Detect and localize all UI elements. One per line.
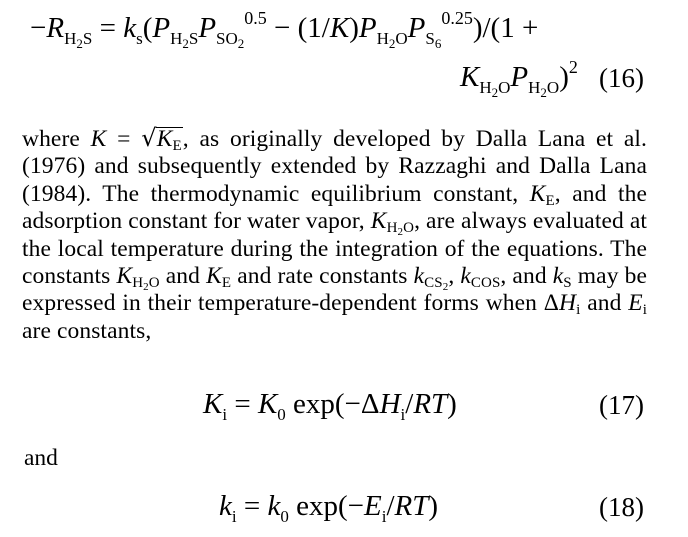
pressure-symbol: P — [358, 12, 377, 44]
minus-sign: − — [30, 12, 47, 44]
symbol-KH2O: K — [370, 208, 387, 235]
connector-word: and — [24, 445, 58, 471]
symbol-kCS2: k — [413, 263, 425, 290]
body-paragraph: where $K = √K_E$, as originally developed by Dalla Lana et al. (1976) and subsequently extended by Razzaghi and Dalla Lana (1984). The thermodynamic equilibrium constant, $K_E$, and the adsorption constant for water vapor, $K_{H_2O}$, are always evaluated at the local temperature during the integration of the equations. The constants $K_{H_2O}$ and $K_E$ and rate constants $k_{CS_2}$, $k_{COS}$, and $k_S$ may be expressed in their temperature-dependent forms when $\Delta H_i$ and $E_i$ are constants, — [22, 124, 648, 344]
exponent: 2 — [568, 57, 578, 77]
subscript: S6 — [425, 29, 442, 51]
symbol-kCOS: k — [460, 263, 471, 290]
adsorption-constant-symbol: K — [460, 61, 480, 93]
subscript: H2O — [479, 78, 511, 100]
equation-number-17: (17) — [599, 390, 644, 420]
sqrt-symbol: √ — [141, 124, 157, 152]
pressure-symbol: P — [152, 12, 171, 44]
symbol-Hi: H — [559, 290, 577, 317]
subscript: H2S — [170, 29, 199, 51]
equilibrium-symbol: K — [329, 12, 350, 44]
rate-symbol: R — [46, 12, 65, 44]
pressure-symbol: P — [198, 12, 217, 44]
equation-18: $k_i = k_0$ $\exp(-E_i/RT)$ — [219, 490, 439, 526]
symbol-Ei: E — [628, 290, 643, 317]
subscript: SO2 — [216, 29, 245, 51]
sqrt-radicand: $K_E$ — [156, 126, 182, 154]
equals-sign: = — [99, 12, 116, 44]
symbol-KE: K — [529, 180, 546, 207]
symbol-KE: K — [206, 263, 222, 290]
subscript: H2O — [376, 29, 408, 51]
equation-17: $K_i = K_0$ $\exp(-\Delta H_i/RT)$ — [203, 388, 457, 424]
symbol-K: K — [90, 126, 107, 152]
subscript: H2S — [64, 29, 93, 51]
symbol-KH2O: K — [116, 263, 133, 290]
exponent: 0.5 — [244, 8, 267, 28]
equation-number-16: (16) — [599, 63, 644, 93]
minus-sign: − — [274, 12, 291, 44]
equation-16-line-1: $-R_{H_2S} = k_s(P_{H_2S}P_{SO_2}^{0.5} - (1/K)P_{H_2O}P_{S_6}^{0.25})/(1$ + — [30, 8, 539, 51]
pressure-symbol: P — [407, 12, 426, 44]
symbol-kS: k — [552, 263, 564, 290]
rate-constant-symbol: k — [123, 12, 137, 44]
equation-16-line-2: $K_{H_2O}P_{H_2O})^2$ — [460, 57, 578, 100]
subscript: H2O — [528, 78, 560, 100]
subscript: s — [136, 29, 143, 48]
exponent: 0.25 — [441, 8, 473, 28]
pressure-symbol: P — [510, 61, 529, 93]
equation-number-18: (18) — [599, 492, 644, 522]
